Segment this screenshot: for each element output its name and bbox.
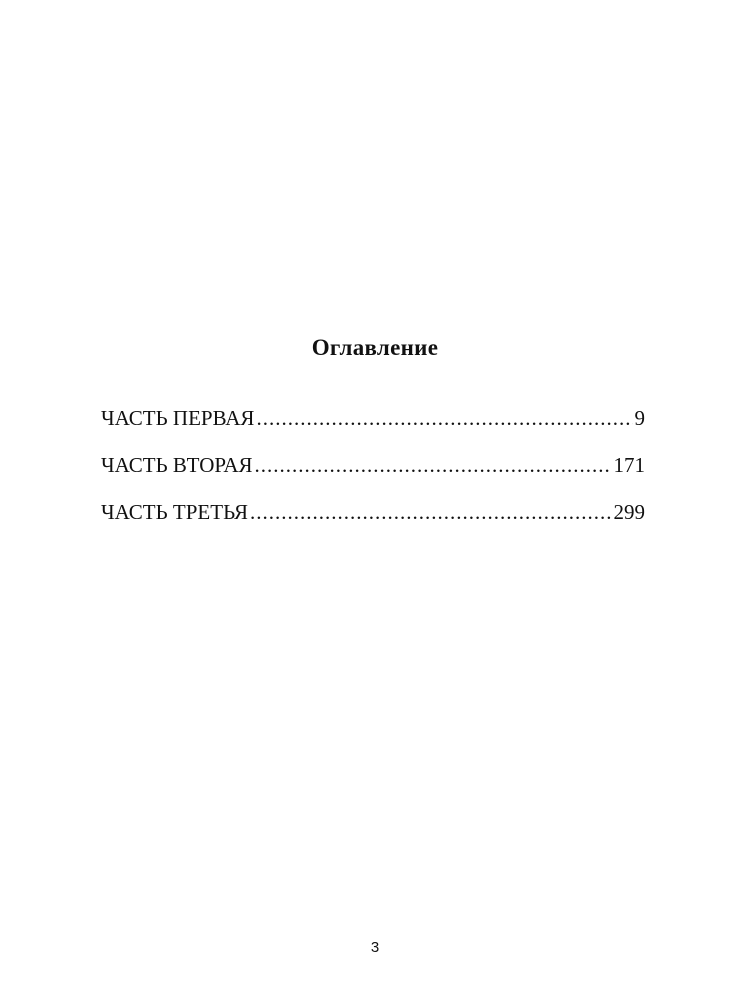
toc-entry-label: ЧАСТЬ ПЕРВАЯ: [101, 406, 255, 430]
toc-entry-page: 171: [613, 453, 645, 477]
toc-dot-leader: [256, 402, 632, 434]
toc-list: [101, 402, 645, 543]
toc-entry-page: 9: [634, 406, 645, 430]
toc-entry-part-1: [101, 402, 645, 449]
toc-entry-part-3: [101, 496, 645, 543]
toc-dot-leader: [250, 496, 611, 528]
toc-entry-label: ЧАСТЬ ТРЕТЬЯ: [101, 500, 249, 524]
toc-entry-label: ЧАСТЬ ВТОРАЯ: [101, 453, 253, 477]
toc-dot-leader: [255, 449, 612, 481]
toc-title: Оглавление: [311, 335, 439, 360]
toc-entry-page: 299: [613, 500, 645, 524]
page-number: 3: [370, 939, 380, 956]
toc-entry-part-2: [101, 449, 645, 496]
